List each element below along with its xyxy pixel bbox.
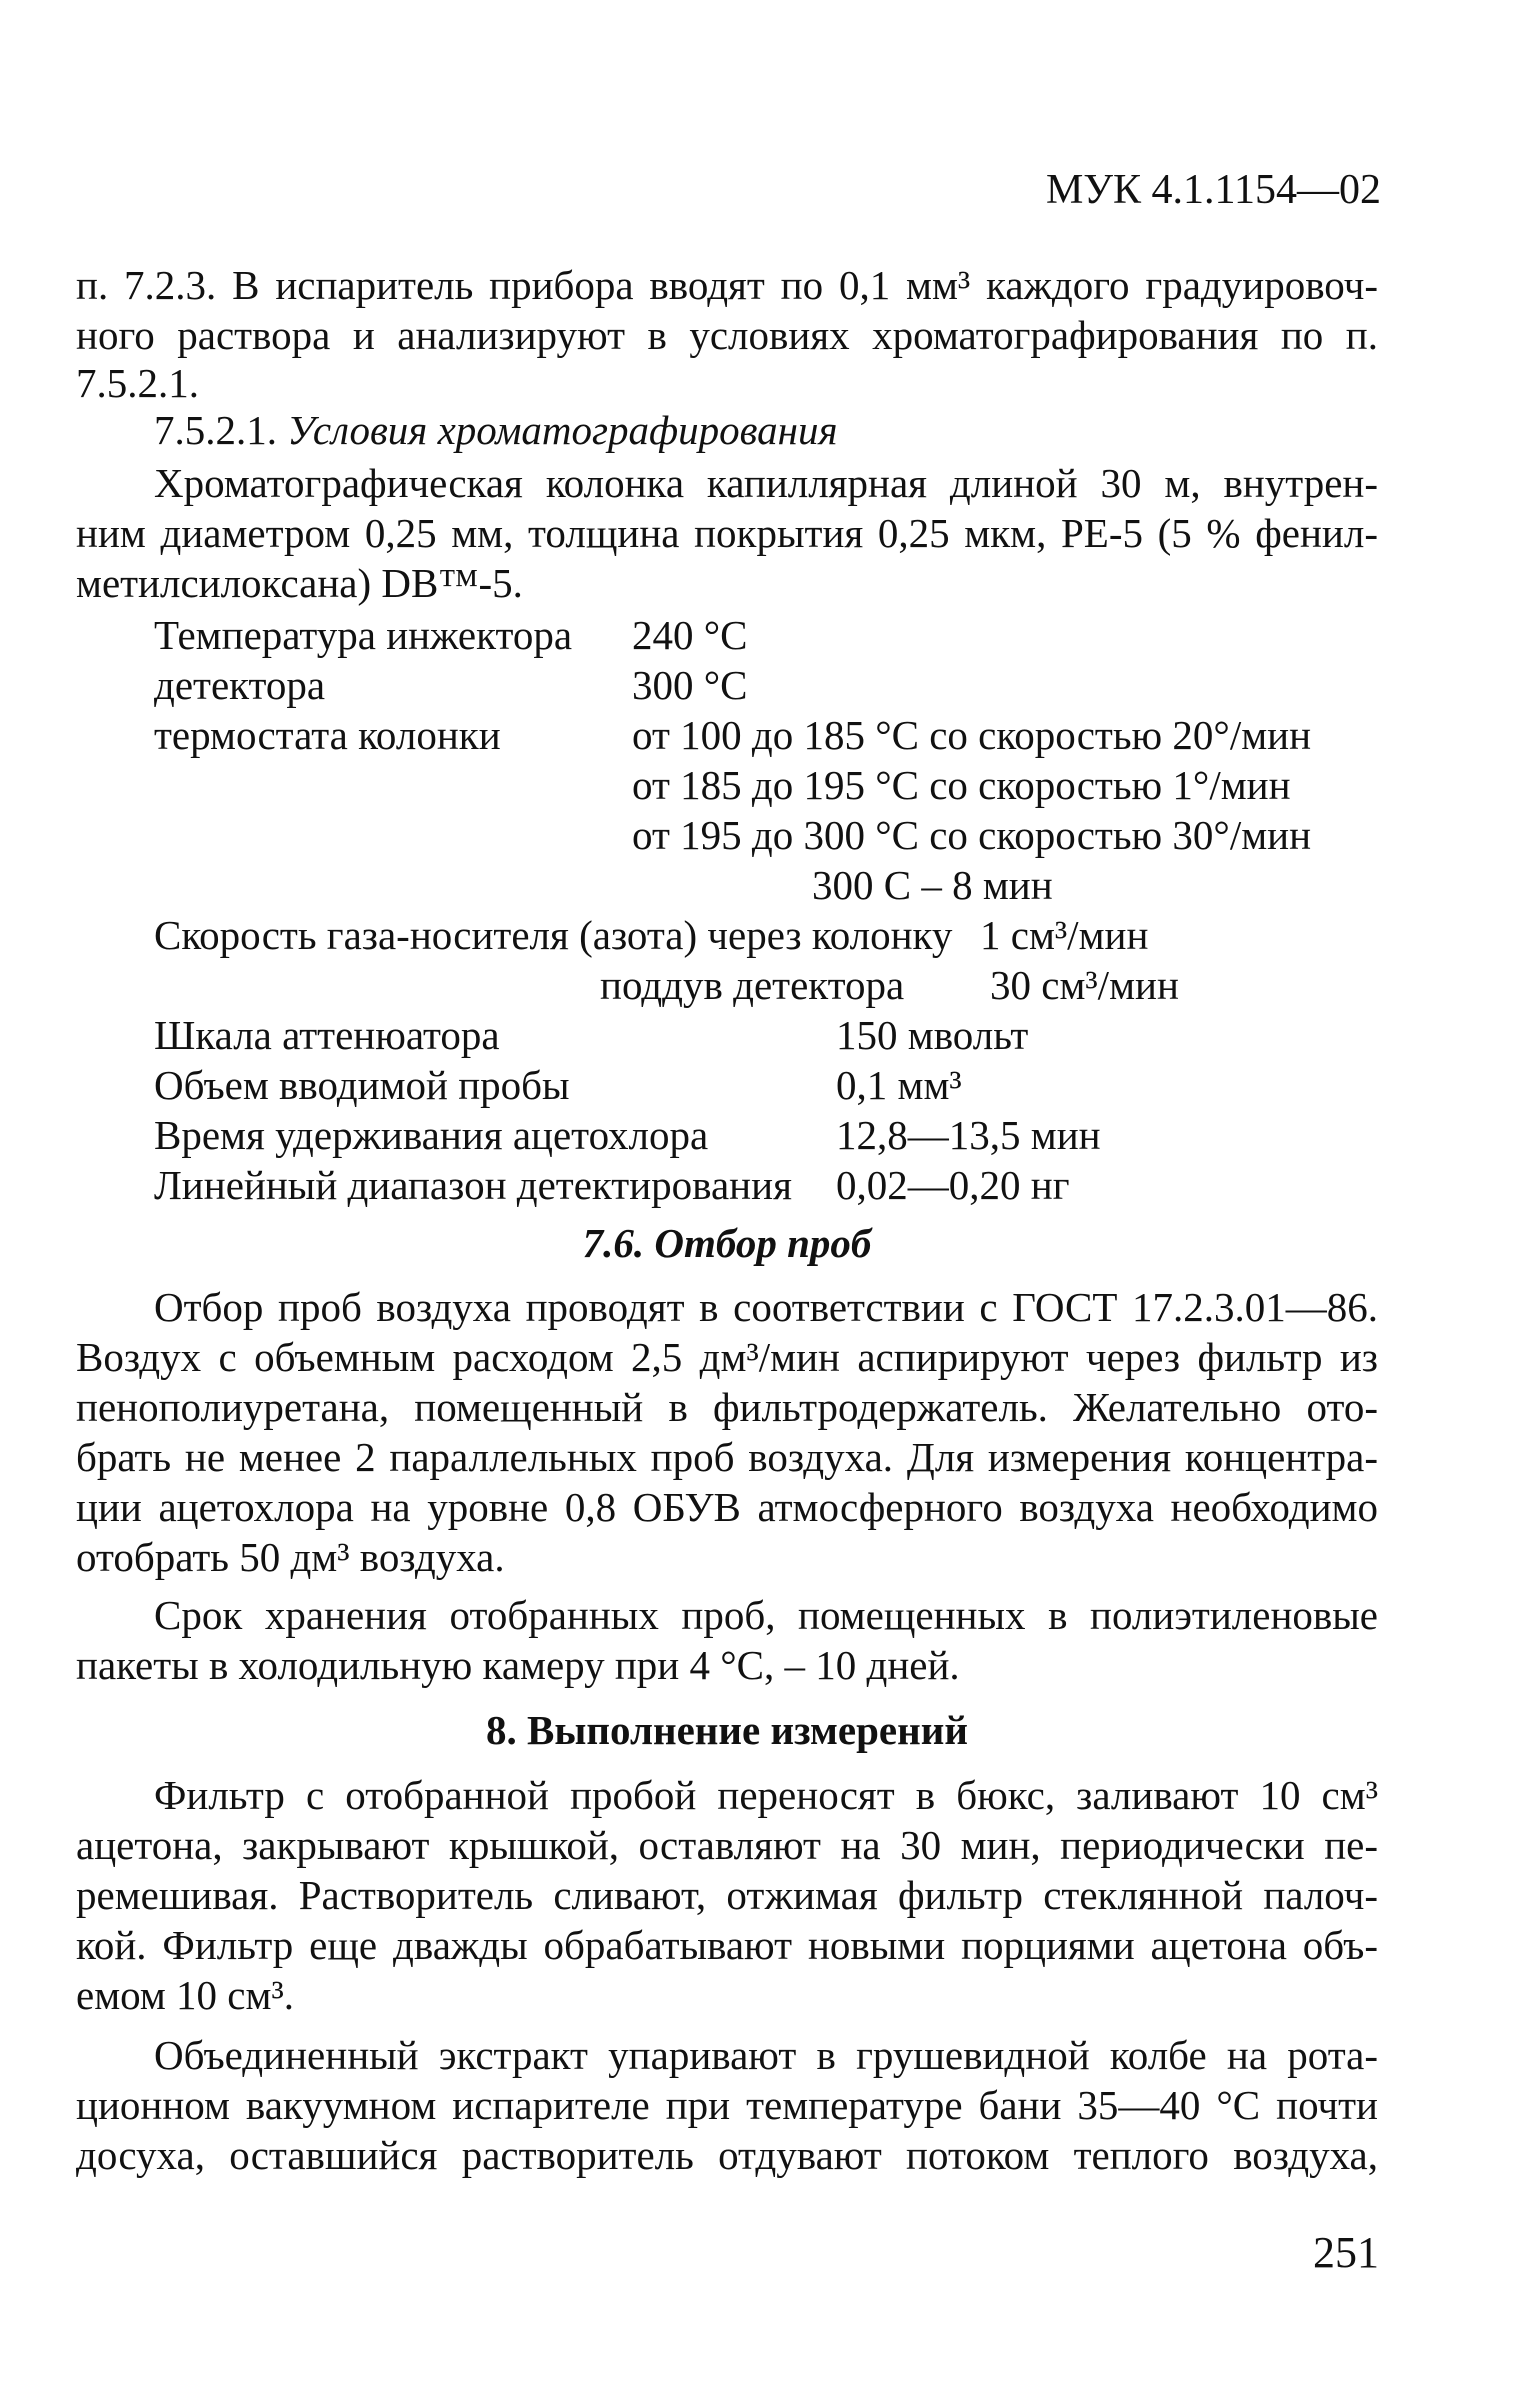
paragraph-line: Воздух с объемным расходом 2,5 дм³/мин аспирируют через фильтр из bbox=[76, 1334, 1378, 1380]
paragraph-line: ацетона, закрывают крышкой, оставляют на 30 мин, периодически пе- bbox=[76, 1822, 1378, 1868]
subsection-heading bbox=[154, 405, 1378, 455]
document-code-header: МУК 4.1.1154—02 bbox=[1045, 167, 1381, 213]
param-label: Скорость газа-носителя (азота) через колонку bbox=[154, 912, 953, 958]
param-value: 0,1 мм³ bbox=[836, 1062, 962, 1108]
section-heading: 8. Выполнение измерений bbox=[486, 1707, 968, 1753]
paragraph-line: Срок хранения отобранных проб, помещенных в полиэтиленовые bbox=[154, 1592, 1378, 1638]
param-value: 240 °С bbox=[632, 612, 748, 658]
paragraph-line: кой. Фильтр еще дважды обрабатывают новыми порциями ацетона объ- bbox=[76, 1922, 1378, 1968]
paragraph-line: емом 10 см³. bbox=[76, 1972, 294, 2018]
param-value: 1 см³/мин bbox=[980, 912, 1149, 958]
paragraph-line: 7.5.2.1. bbox=[76, 360, 199, 406]
param-label: Время удерживания ацетохлора bbox=[154, 1112, 709, 1158]
param-label: детектора bbox=[154, 662, 326, 708]
param-value: от 100 до 185 °С со скоростью 20°/мин bbox=[632, 712, 1312, 758]
paragraph-line: Хроматографическая колонка капиллярная длиной 30 м, внутрен- bbox=[154, 460, 1378, 506]
param-label: Температура инжектора bbox=[154, 612, 573, 658]
paragraph-line: п. 7.2.3. В испаритель прибора вводят по 0,1 мм³ каждого градуировоч- bbox=[76, 262, 1378, 308]
param-value: 150 мвольт bbox=[836, 1012, 1029, 1058]
paragraph-line: брать не менее 2 параллельных проб воздуха. Для измерения концентра- bbox=[76, 1434, 1378, 1480]
paragraph-line: досуха, оставшийся растворитель отдувают потоком теплого воздуха, bbox=[76, 2132, 1378, 2178]
param-value: 0,02—0,20 нг bbox=[836, 1162, 1070, 1208]
param-label: Объем вводимой пробы bbox=[154, 1062, 570, 1108]
subsection-number: 7.5.2.1. bbox=[154, 407, 277, 453]
paragraph-line: пакеты в холодильную камеру при 4 °С, – 10 дней. bbox=[76, 1642, 960, 1688]
paragraph-line: Отбор проб воздуха проводят в соответствии с ГОСТ 17.2.3.01—86. bbox=[154, 1284, 1378, 1330]
param-value: от 185 до 195 °С со скоростью 1°/мин bbox=[632, 762, 1291, 808]
param-value: от 195 до 300 °С со скоростью 30°/мин bbox=[632, 812, 1312, 858]
paragraph-line: ционном вакуумном испарителе при температуре бани 35—40 °С почти bbox=[76, 2082, 1378, 2128]
param-value: 300 °С bbox=[632, 662, 748, 708]
paragraph-line: отобрать 50 дм³ воздуха. bbox=[76, 1534, 505, 1580]
param-value: 12,8—13,5 мин bbox=[836, 1112, 1101, 1158]
paragraph-line: Фильтр с отобранной пробой переносят в бюкс, заливают 10 см³ bbox=[154, 1772, 1378, 1818]
page-number: 251 bbox=[1313, 2228, 1379, 2277]
paragraph-line: метилсилоксана) DB™-5. bbox=[76, 560, 523, 606]
param-label: термостата колонки bbox=[154, 712, 501, 758]
paragraph-line: ремешивая. Растворитель сливают, отжимая фильтр стеклянной палоч- bbox=[76, 1872, 1378, 1918]
paragraph-line: ним диаметром 0,25 мм, толщина покрытия 0,25 мкм, PE-5 (5 % фенил- bbox=[76, 510, 1378, 556]
param-label: Шкала аттенюатора bbox=[154, 1012, 500, 1058]
paragraph-line: пенополиуретана, помещенный в фильтродержатель. Желательно ото- bbox=[76, 1384, 1378, 1430]
param-label: Линейный диапазон детектирования bbox=[154, 1162, 792, 1208]
section-heading: 7.6. Отбор проб bbox=[582, 1220, 872, 1266]
paragraph-line: Объединенный экстракт упаривают в грушевидной колбе на рота- bbox=[154, 2032, 1378, 2078]
param-label: поддув детектора bbox=[600, 962, 905, 1008]
param-value: 300 С – 8 мин bbox=[812, 862, 1053, 908]
param-value: 30 см³/мин bbox=[990, 962, 1179, 1008]
subsection-title: Условия хроматографирования bbox=[287, 407, 838, 453]
paragraph-line: ции ацетохлора на уровне 0,8 ОБУВ атмосферного воздуха необходимо bbox=[76, 1484, 1378, 1530]
paragraph-line: ного раствора и анализируют в условиях хроматографирования по п. bbox=[76, 312, 1378, 358]
